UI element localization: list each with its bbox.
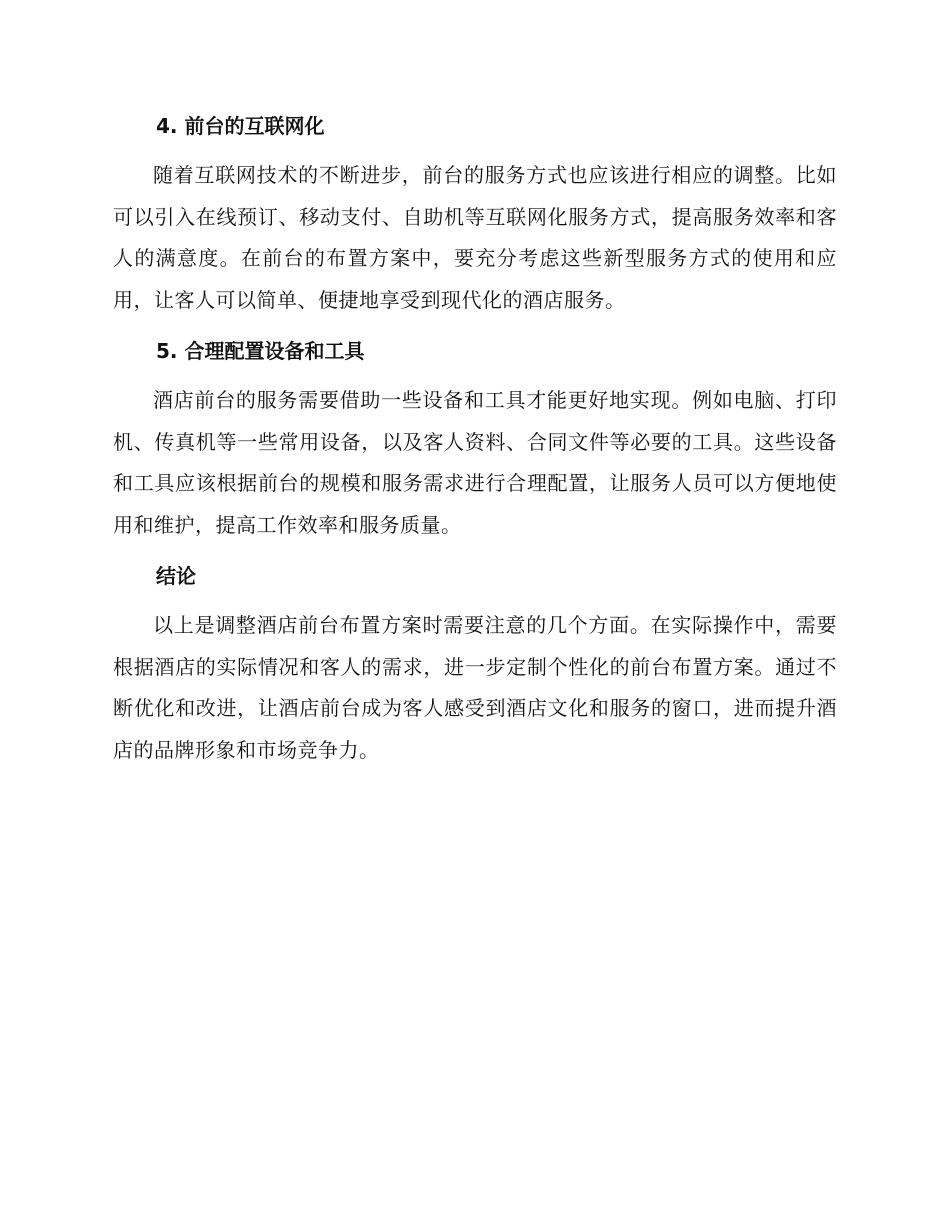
section-heading-internet: 4. 前台的互联网化 xyxy=(156,114,325,138)
section-heading-equipment: 5. 合理配置设备和工具 xyxy=(156,339,365,363)
section-paragraph-conclusion: 以上是调整酒店前台布置方案时需要注意的几个方面。在实际操作中，需要根据酒店的实际情况和客人的需求，进一步定制个性化的前台布置方案。通过不断优化和改进，让酒店前台成为客人感受到酒店文化和服务的窗口，进而提升酒店的品牌形象和市场竞争力。 xyxy=(113,613,837,762)
section-paragraph-equipment: 酒店前台的服务需要借助一些设备和工具才能更好地实现。例如电脑、打印机、传真机等一些常用设备，以及客人资料、合同文件等必要的工具。这些设备和工具应该根据前台的规模和服务需求进行合理配置，让服务人员可以方便地使用和维护，提高工作效率和服务质量。 xyxy=(113,388,837,537)
section-paragraph-internet: 随着互联网技术的不断进步，前台的服务方式也应该进行相应的调整。比如可以引入在线预订、移动支付、自助机等互联网化服务方式，提高服务效率和客人的满意度。在前台的布置方案中，要充分考虑这些新型服务方式的使用和应用，让客人可以简单、便捷地享受到现代化的酒店服务。 xyxy=(113,163,837,312)
document-body xyxy=(113,112,837,771)
section-heading-conclusion: 结论 xyxy=(156,564,196,588)
